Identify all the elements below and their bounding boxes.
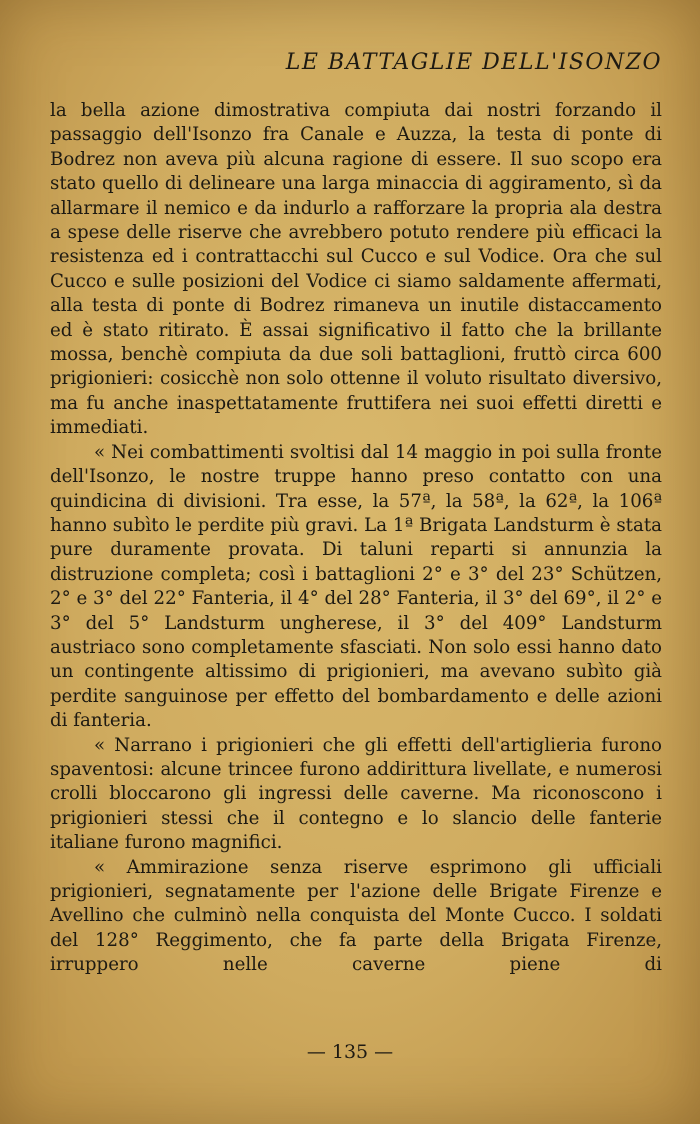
body-text (50, 99, 662, 978)
paragraph-3: « Narrano i prigionieri che gli effetti dell'artiglieria furono spaventosi: alcune trincee furono addirittura livellate, e numerosi crolli bloccarono gli ingressi delle caverne. Ma riconoscono i prigionieri stessi che il contegno e lo slancio delle fanterie italiane furono magnifici. (50, 734, 662, 854)
paragraph-1: la bella azione dimostrativa compiuta dai nostri forzando il passaggio dell'Isonzo fra Canale e Auzza, la testa di ponte di Bodrez non aveva più alcuna ragione di essere. Il suo scopo era stato quello di delineare una larga minaccia di aggiramento, sì da allarmare il nemico e da indurlo a rafforzare la propria ala destra a spese delle riserve che avrebbero potuto rendere più efficaci la resistenza ed i contrattacchi sul Cucco e sul Vodice. Ora che sul Cucco e sulle posizioni del Vodice ci siamo saldamente affermati, alla testa di ponte di Bodrez rimaneva un inutile distaccamento ed è stato ritirato. È assai significativo il fatto che la brillante mossa, benchè compiuta da due soli battaglioni, fruttò circa 600 prigionieri: cosicchè non solo ottenne il voluto risultato diversivo, ma fu anche inaspettatamente fruttifera nei suoi effetti diretti e immediati. (50, 100, 662, 439)
running-head: LE BATTAGLIE DELL'ISONZO (285, 50, 662, 75)
paragraph-2: « Nei combattimenti svoltisi dal 14 maggio in poi sulla fronte dell'Isonzo, le nostre truppe hanno preso contatto con una quindicina di divisioni. Tra esse, la 57ª, la 58ª, la 62ª, la 106ª hanno subìto le perdite più gravi. La 1ª Brigata Landsturm è stata pure duramente provata. Di taluni reparti si annunzia la distruzione completa; così i battaglioni 2° e 3° del 23° Schützen, 2° e 3° del 22° Fanteria, il 4° del 28° Fanteria, il 3° del 69°, il 2° e 3° del 5° Landsturm ungherese, il 3° del 409° Landsturm austriaco sono completamente sfasciati. Non solo essi hanno dato un contingente altissimo di prigionieri, ma avevano subìto già perdite sanguinose per effetto del bombardamento e delle azioni di fanteria. (50, 441, 662, 732)
paragraph-4: « Ammirazione senza riserve esprimono gli ufficiali prigionieri, segnatamente per l'azione delle Brigate Firenze e Avellino che culminò nella conquista del Monte Cucco. I soldati del 128° Reggimento, che fa parte della Brigata Firenze, irruppero nelle caverne piene di (50, 856, 662, 976)
page-number: — 135 — (306, 1041, 394, 1063)
